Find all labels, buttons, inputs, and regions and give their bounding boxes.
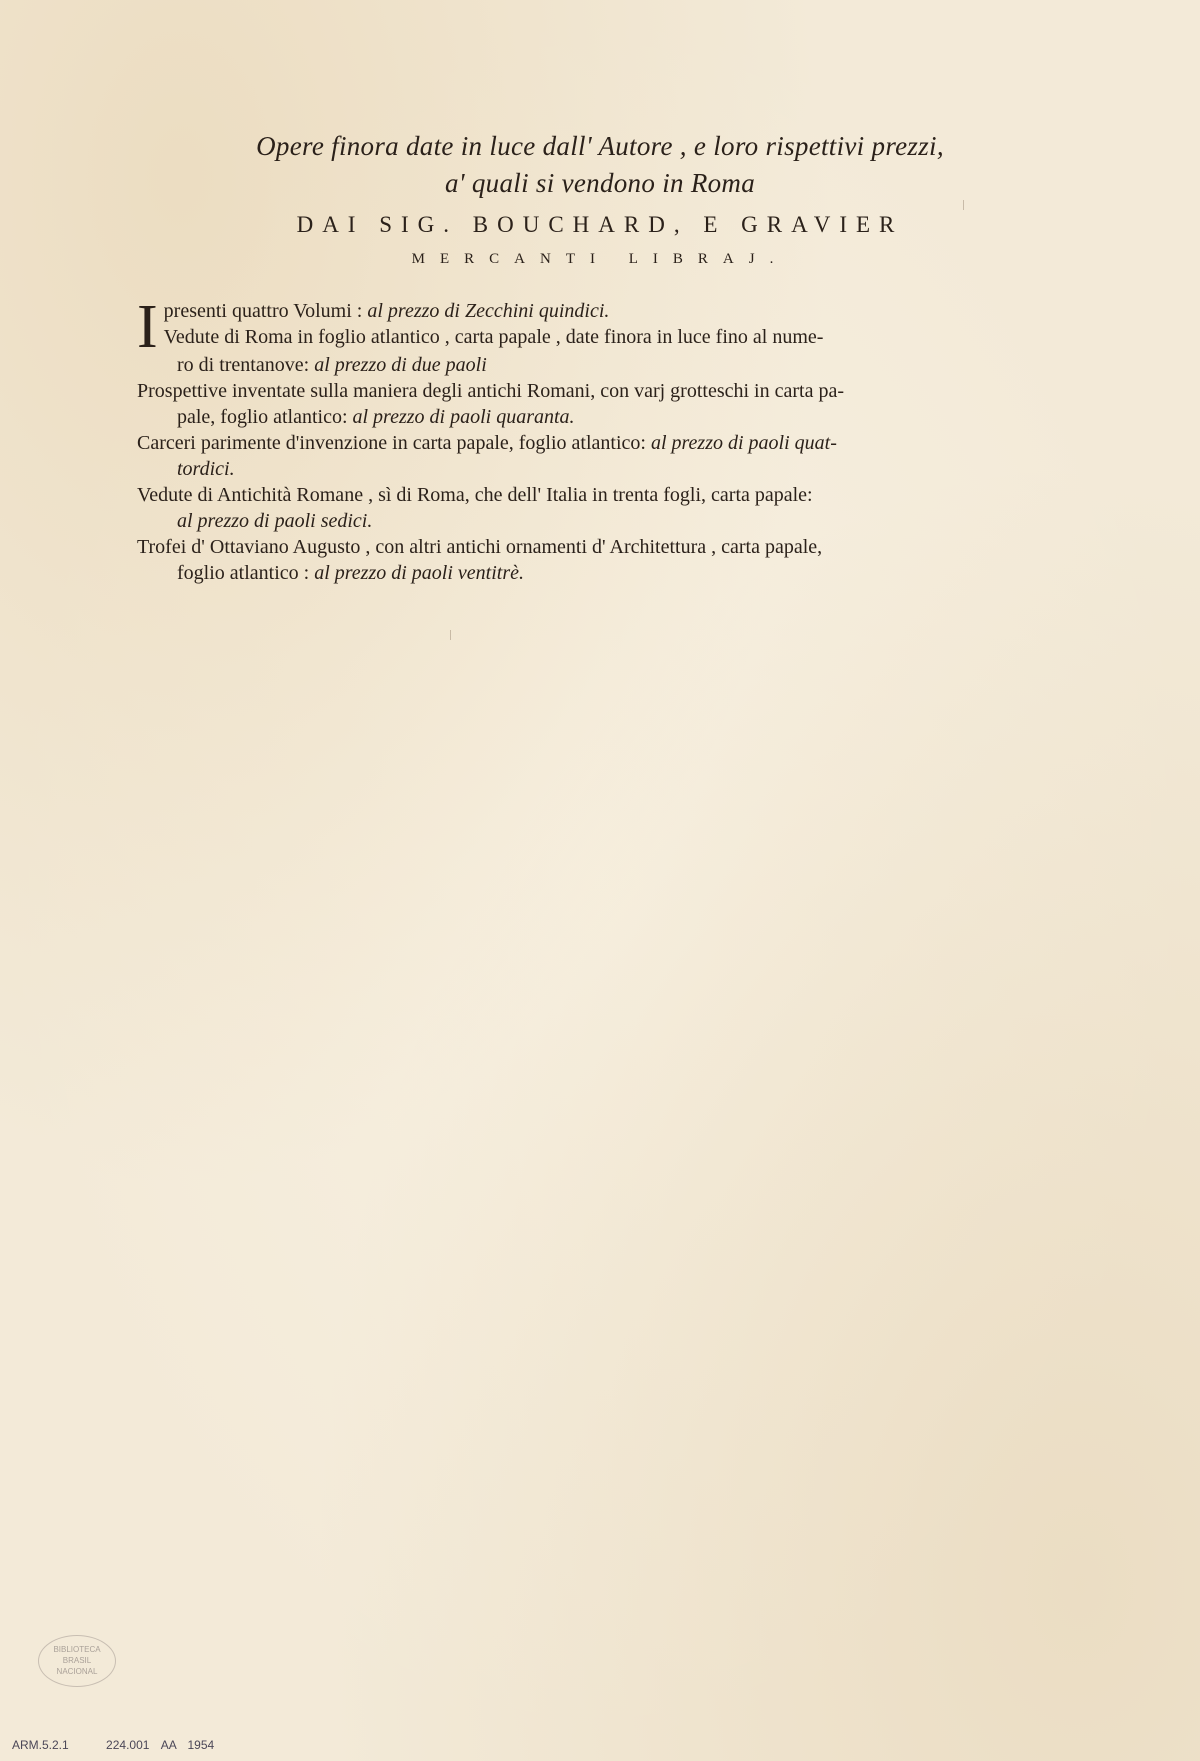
item-text: presenti quattro Volumi :	[163, 300, 363, 322]
drop-cap: I	[137, 293, 158, 361]
library-stamp	[38, 1635, 116, 1687]
item-text: Trofei d' Ottaviano Augusto , con altri antichi ornamenti d' Architettura , carta papale,	[137, 536, 823, 558]
item-price: al prezzo di paoli quaranta.	[352, 406, 575, 428]
list-item	[137, 352, 1037, 378]
item-text: pale, foglio atlantico:	[177, 406, 348, 428]
title-line-2: a' quali si vendono in Roma	[444, 168, 756, 198]
title-block	[150, 128, 1050, 272]
item-price: al prezzo di Zecchini quindici.	[367, 300, 610, 322]
shelfmark: ARM.5.2.1	[12, 1738, 69, 1752]
item-price: al prezzo di paoli sedici.	[177, 510, 373, 532]
shelfmark: 1954	[187, 1738, 215, 1752]
list-item	[137, 293, 1037, 361]
item-text: foglio atlantico :	[177, 562, 310, 584]
item-text: Carceri parimente d'invenzione in carta papale, foglio atlantico:	[137, 432, 646, 454]
stamp-line: BIBLIOTECA	[53, 1645, 101, 1654]
item-price: al prezzo di paoli quat-	[650, 432, 837, 454]
item-text: ro di trentanove:	[177, 354, 310, 376]
shelfmark: AA	[160, 1738, 177, 1752]
shelfmark: 224.001	[106, 1738, 150, 1752]
item-text: Vedute di Antichità Romane , sì di Roma, che dell' Italia in trenta fogli, carta papale:	[137, 484, 813, 506]
list-item	[137, 378, 1037, 430]
stamp-line: NACIONAL	[56, 1667, 98, 1676]
list-item	[137, 534, 1037, 586]
shelfmark-annotations	[12, 1738, 214, 1752]
margin-mark	[450, 630, 451, 640]
list-item	[137, 430, 1037, 482]
item-price: al prezzo di paoli ventitrè.	[314, 562, 524, 584]
item-text: Prospettive inventate sulla maniera degli antichi Romani, con varj grotteschi in carta pa-	[137, 380, 844, 402]
booksellers-line: DAI SIG. BOUCHARD, E GRAVIER	[296, 212, 904, 237]
stamp-line: BRASIL	[62, 1656, 92, 1665]
title-line-1: Opere finora date in luce dall' Autore , e loro rispettivi prezzi,	[256, 131, 944, 161]
item-price-continued: tordici.	[177, 458, 235, 480]
item-text: Vedute di Roma in foglio atlantico , carta papale , date finora in luce fino al nume-	[163, 326, 824, 348]
price-list	[137, 293, 1037, 586]
list-item	[137, 482, 1037, 534]
booksellers-subtitle: MERCANTI LIBRAJ.	[411, 251, 789, 267]
margin-mark	[963, 200, 964, 210]
item-price: al prezzo di due paoli	[314, 354, 487, 376]
